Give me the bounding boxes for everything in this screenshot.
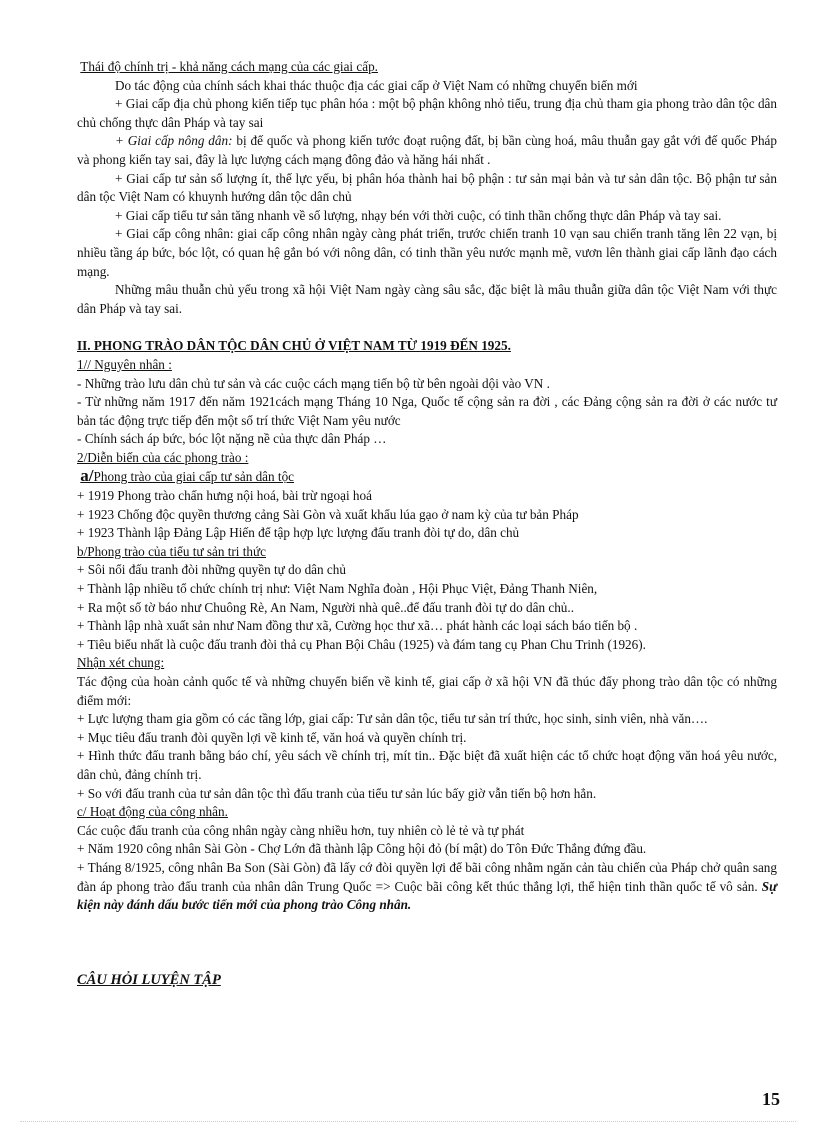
general-remark-heading: Nhận xét chung: xyxy=(77,655,165,671)
peasant-text: bị đế quốc và phong kiến tước đoạt ruộng đất, bị bần cùng hoá, mâu thuẫn gay gắt với đế quốc Pháp và phong kiến tay sai, đây là lực lượng cách mạng đông đảo và hăng hái nhất . xyxy=(77,133,777,167)
bourgeois-movement-item: + 1923 Chống độc quyền thương cảng Sài Gòn và xuất khẩu lúa gạo ở nam kỳ của tư bản Pháp xyxy=(77,506,579,522)
cause-item: - Những trào lưu dân chủ tư sản và các cuộc cách mạng tiến bộ từ bên ngoài dội vào VN . xyxy=(77,375,550,391)
bourgeois-movement-item: + 1923 Thành lập Đảng Lập Hiến để tập hợp lực lượng đấu tranh đòi tự do, dân chủ xyxy=(77,525,520,541)
page-number: 15 xyxy=(762,1089,780,1109)
conflict-paragraph: Những mâu thuẫn chủ yếu trong xã hội Việt Nam ngày càng sâu sắc, đặc biệt là mâu thuẫn giữa dân tộc Việt Nam với thực dân Pháp và tay sai. xyxy=(77,282,777,316)
general-remark-item: + Mục tiêu đấu tranh đòi quyền lợi về kinh tế, văn hoá và quyền chính trị. xyxy=(77,729,467,745)
worker-paragraph: + Giai cấp công nhân: giai cấp công nhân ngày càng phát triển, trước chiến tranh 10 vạn sau chiến tranh tăng lên 22 vạn, bị nhiều tầng áp bức, bóc lột, có quan hệ gắn bó với nông dân, có tinh thần yêu nước mạnh mẽ, vươn lên thành giai cấp lãnh đạo cách mạng. xyxy=(77,226,777,279)
section-title: II. PHONG TRÀO DÂN TỘC DÂN CHỦ Ở VIỆT NAM TỪ 1919 ĐẾN 1925. xyxy=(77,338,511,354)
practice-questions-heading: CÂU HỎI LUYỆN TẬP xyxy=(77,971,221,988)
intellectual-movement-heading: b/Phong trào của tiểu tư sản tri thức xyxy=(77,543,266,559)
general-remark-item: + Hình thức đấu tranh bằng báo chí, yêu sách về chính trị, mít tin.. Đặc biệt đã xuất hiện các tổ chức hoạt động văn hoá yêu nước, dân chủ, đảng chính trị. xyxy=(77,748,777,782)
intellectual-movement-item: + Tiêu biểu nhất là cuộc đấu tranh đòi thả cụ Phan Bội Châu (1925) và đám tang cụ Phan Chu Trinh (1926). xyxy=(77,636,646,652)
footer-divider xyxy=(20,1121,796,1122)
intellectual-movement-item: + Thành lập nhà xuất sản như Nam đồng thư xã, Cường học thư xã… phát hành các loại sách báo tiến bộ . xyxy=(77,618,638,634)
intellectual-movement-item: + Sôi nổi đấu tranh đòi những quyền tự do dân chủ xyxy=(77,562,346,578)
landlord-paragraph: + Giai cấp địa chủ phong kiến tiếp tục phân hóa : một bộ phận không nhỏ tiểu, trung địa chủ tham gia phong trào dân tộc dân chủ chống thực dân Pháp và tay sai xyxy=(77,96,777,130)
class-attitude-heading: Thái độ chính trị - khả năng cách mạng của các giai cấp. xyxy=(80,59,378,74)
intellectual-movement-item: + Thành lập nhiều tổ chức chính trị như: Việt Nam Nghĩa đoàn , Hội Phục Việt, Đảng Thanh Niên, xyxy=(77,581,598,597)
peasant-paragraph xyxy=(77,132,777,169)
intellectual-movement-item: + Ra một số tờ báo như Chuông Rè, An Nam, Người nhà quê..để đấu tranh đòi tự do dân chủ.. xyxy=(77,599,574,615)
bourgeois-movement-heading: a/Phong trào của giai cấp tư sản dân tộc xyxy=(80,466,295,486)
worker-activity-item: + Tháng 8/1925, công nhân Ba Son (Sài Gòn) đã lấy cớ đòi quyền lợi để bãi công nhằm ngăn cản tàu chiến của Pháp chở quân sang đàn áp phong trào đấu tranh của nhân dân Trung Quốc => Cuộc bãi công kết thúc thắng lợi, thể hiện tinh thần quốc tế vô sản. Sự kiện này đánh dấu bước tiến mới của phong trào Công nhân. xyxy=(77,859,777,913)
page-content xyxy=(77,58,777,989)
bourgeois-movement-item: + 1919 Phong trào chấn hưng nội hoá, bài trừ ngoại hoá xyxy=(77,488,372,504)
bourgeois-paragraph: + Giai cấp tư sản số lượng ít, thế lực yếu, bị phân hóa thành hai bộ phận : tư sản mại bản và tư sản dân tộc. Bộ phận tư sản dân tộc Việt Nam có khuynh hướng dân tộc dân chủ xyxy=(77,170,777,205)
cause-item: - Từ những năm 1917 đến năm 1921cách mạng Tháng 10 Nga, Quốc tế cộng sản ra đời , các Đảng cộng sản ra đời ở các nước tư bản tác động trực tiếp đến một số trí thức Việt Nam yêu nước xyxy=(77,394,777,428)
events-heading: 2/Diễn biến của các phong trào : xyxy=(77,449,249,465)
general-remark-intro: Tác động của hoàn cảnh quốc tế và những chuyển biến về kinh tế, giai cấp ở xã hội VN đã thúc đẩy phong trào dân tộc có những điểm mới: xyxy=(77,674,777,708)
peasant-label: + Giai cấp nông dân: xyxy=(115,133,233,149)
general-remark-item: + Lực lượng tham gia gồm có các tầng lớp, giai cấp: Tư sản dân tộc, tiểu tư sản trí thức, học sinh, sinh viên, nhà văn…. xyxy=(77,711,708,727)
worker-activity-emphasis: Sự kiện này đánh dấu bước tiến mới của phong trào Công nhân. xyxy=(77,878,777,913)
petty-bourgeois-paragraph: + Giai cấp tiểu tư sản tăng nhanh về số lượng, nhạy bén với thời cuộc, có tinh thần chống thực dân Pháp và tay sai. xyxy=(115,207,722,223)
worker-activity-intro: Các cuộc đấu tranh của công nhân ngày càng nhiều hơn, tuy nhiên cò lẻ tẻ và tự phát xyxy=(77,822,525,838)
worker-activity-item: + Năm 1920 công nhân Sài Gòn - Chợ Lớn đã thành lập Công hội đỏ (bí mật) do Tôn Đức Thắng đứng đầu. xyxy=(77,841,647,857)
worker-activity-heading: c/ Hoạt động của công nhân. xyxy=(77,804,228,820)
cause-item: - Chính sách áp bức, bóc lột nặng nề của thực dân Pháp … xyxy=(77,431,387,447)
causes-heading: 1// Nguyên nhân : xyxy=(77,356,172,372)
general-remark-item: + So với đấu tranh của tư sản dân tộc thì đấu tranh của tiểu tư sản lúc bấy giờ vẫn tiến bộ hơn hẳn. xyxy=(77,785,597,801)
intro-paragraph: Do tác động của chính sách khai thác thuộc địa các giai cấp ở Việt Nam có những chuyển biến mới xyxy=(115,77,638,93)
